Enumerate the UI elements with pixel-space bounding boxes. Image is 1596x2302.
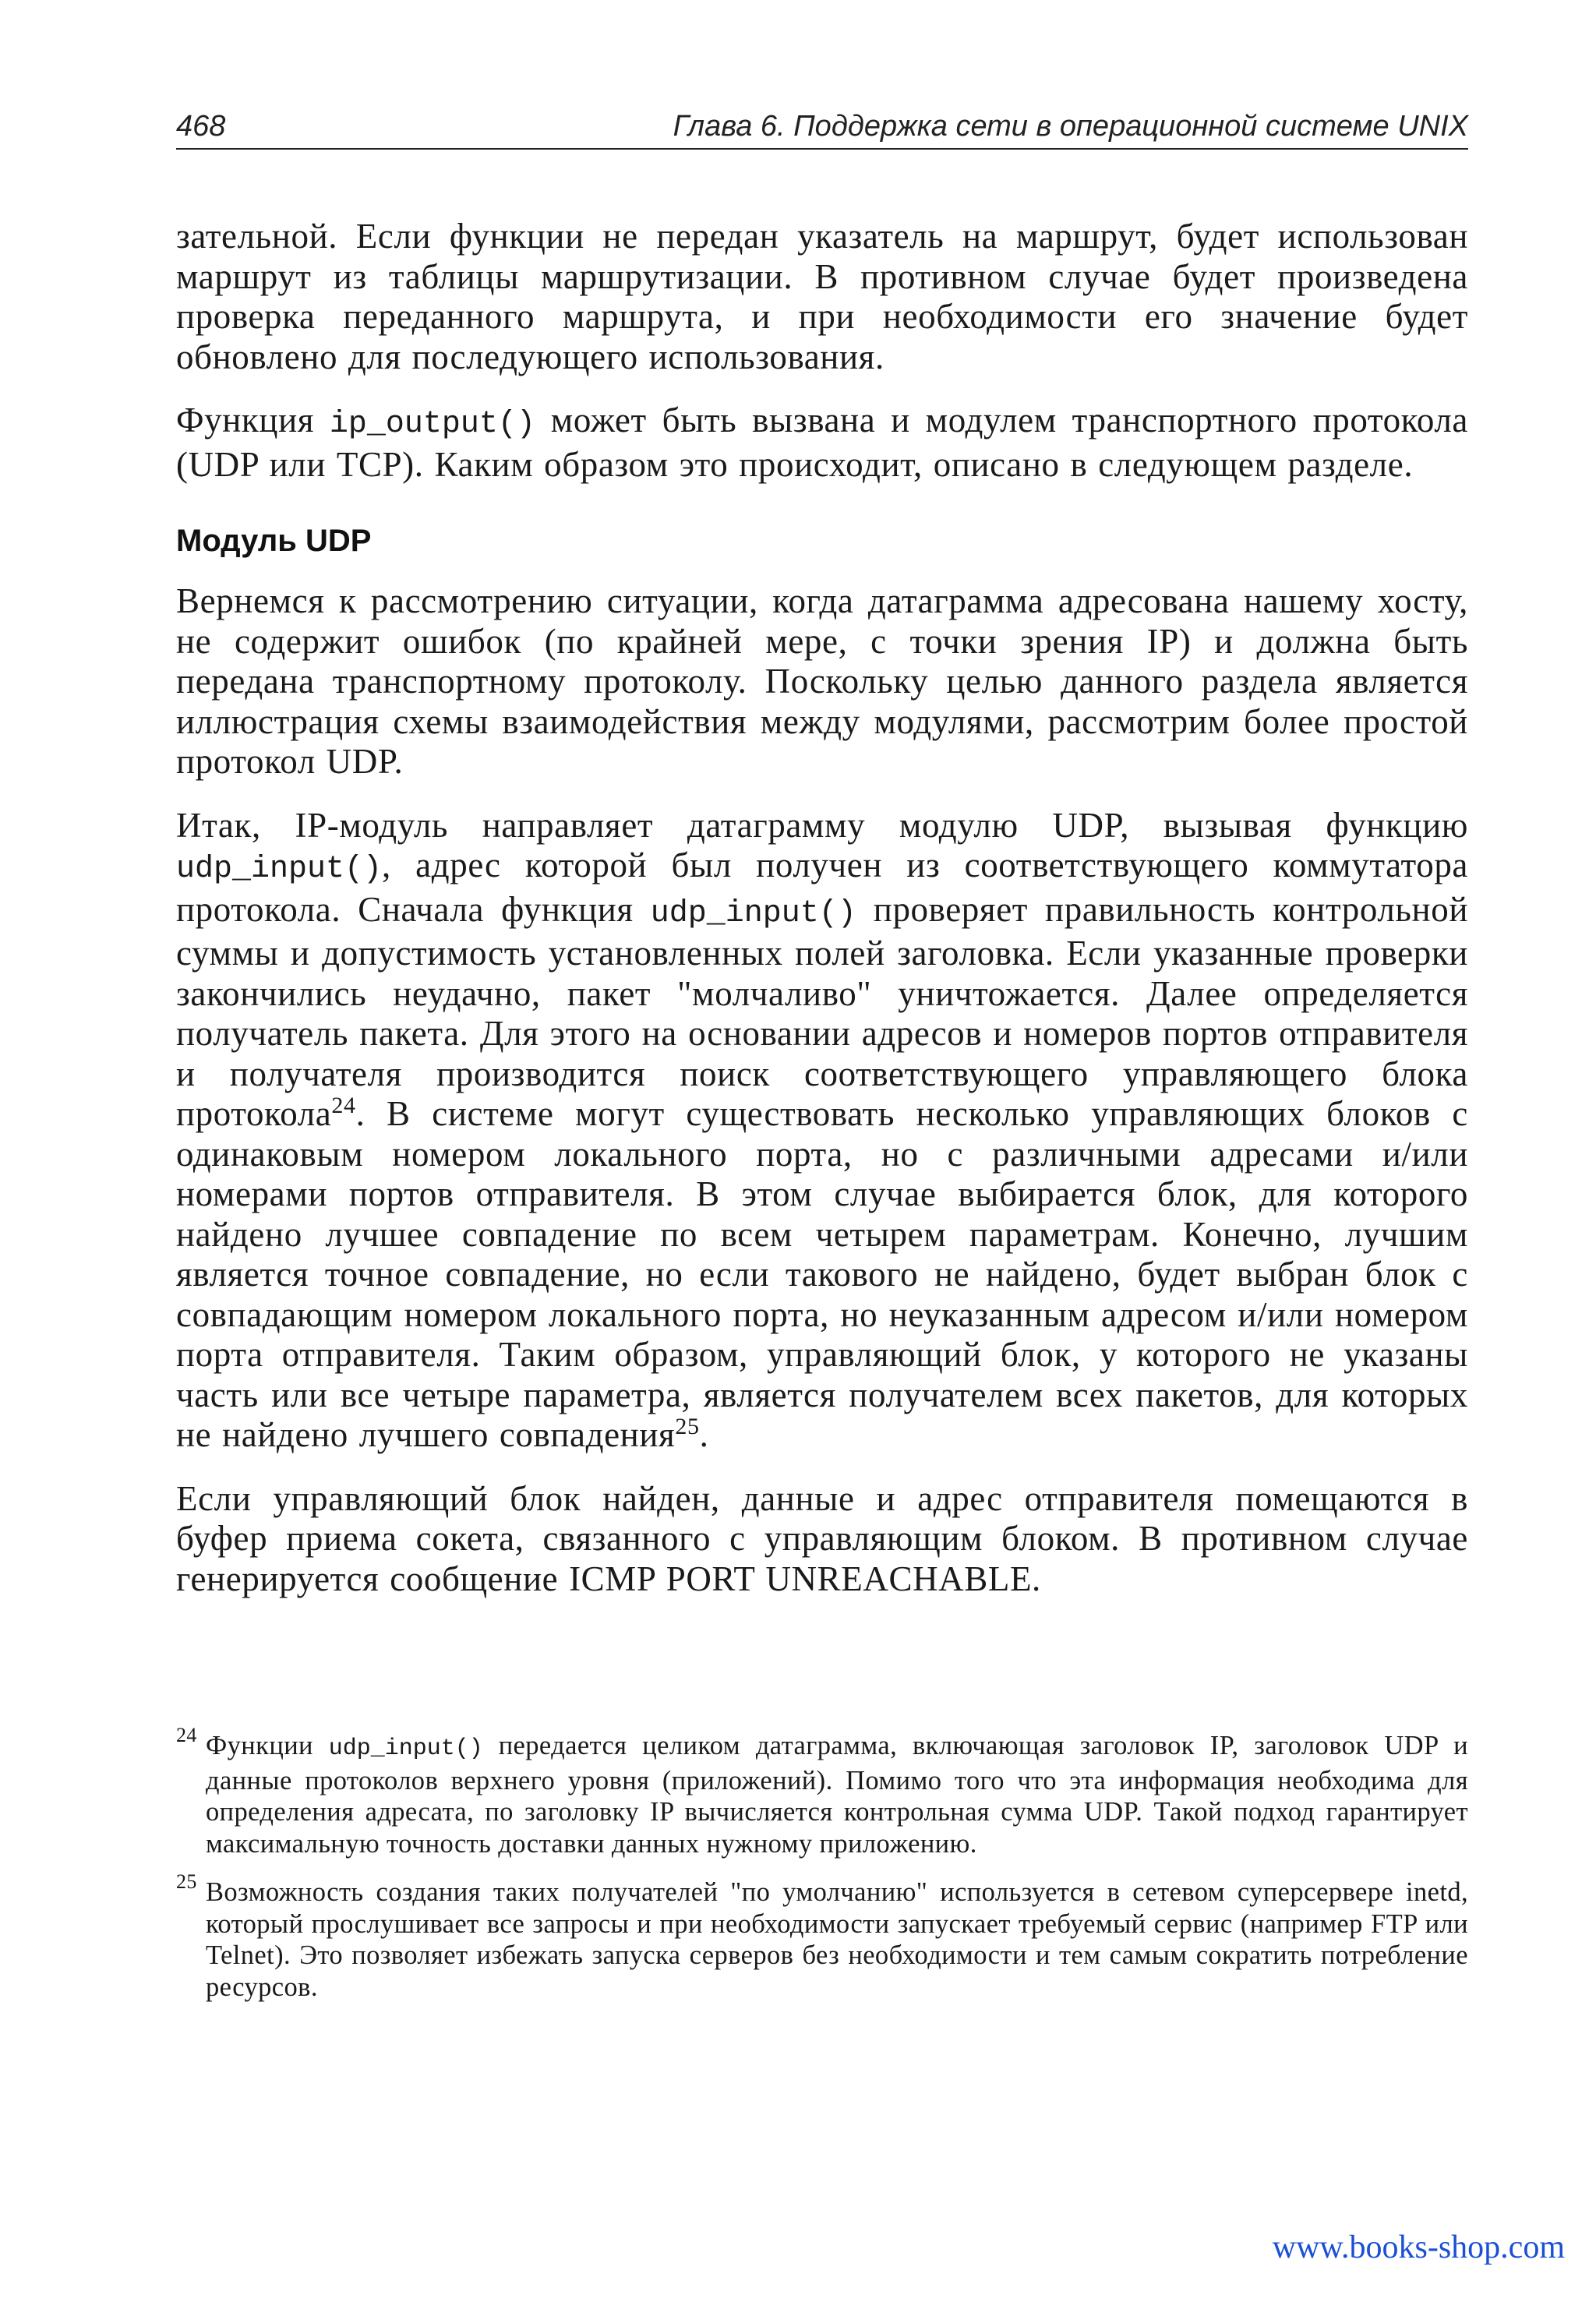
page-header — [176, 108, 1468, 150]
footnote-24-text-2: передается целиком датаграмма, включающая заголовок IP, заголовок UDP и данные протоколов верхнего уровня (приложений). Помимо того что эта информация необходима для определения адресата, по заголовку IP вычисляется контрольная сумма UDP. Такой подход гарантирует максимальную точность доставки данных нужному приложению. — [206, 1731, 1468, 1859]
paragraph-1 — [176, 217, 1468, 377]
page-number: 468 — [176, 110, 226, 143]
watermark-link[interactable]: www.books-shop.com — [1272, 2230, 1565, 2265]
footnotes — [176, 1724, 1468, 2020]
page-body — [176, 217, 1468, 1622]
paragraph-4-text-3: проверяет правильность контрольной суммы и допустимость установленных полей заголовка. Если указанные проверки закончились неудачно, пакет "молчаливо" уничтожается. Далее определяется получатель пакета. Для этого на основании адресов и номеров портов отправителя и получателя производится поиск соответствующего управляющего блока протокола — [176, 889, 1469, 1133]
paragraph-3-text: Вернемся к рассмотрению ситуации, когда датаграмма адресована нашему хосту, не содержит ошибок (по крайней мере, с точки зрения IP) и должна быть передана транспортному протоколу. Поскольку целью данного раздела является иллюстрация схемы взаимодействия между модулями, рассмотрим более простой протокол UDP. — [176, 581, 1468, 781]
code-udp-input-2: udp_input() — [650, 895, 856, 931]
paragraph-5 — [176, 1479, 1468, 1600]
paragraph-2-text-2: может быть вызвана и модулем транспортного протокола (UDP или TCP). Каким образом это происходит, описано в следующем разделе. — [176, 401, 1468, 484]
footnote-24 — [176, 1724, 1468, 1859]
paragraph-4-text-2: , адрес которой был получен из соответствующего коммутатора протокола. Сначала функция — [176, 846, 1468, 929]
footnote-24-code: udp_input() — [328, 1735, 483, 1762]
paragraph-4 — [176, 806, 1468, 1456]
paragraph-3 — [176, 581, 1468, 782]
footnote-ref-24[interactable]: 24 — [331, 1093, 356, 1118]
footnote-ref-25[interactable]: 25 — [675, 1414, 700, 1439]
paragraph-5-text: Если управляющий блок найден, данные и адрес отправителя помещаются в буфер приема сокета, связанного с управляющим блоком. В противном случае генерируется сообщение ICMP PORT UNREACHABLE. — [176, 1478, 1468, 1598]
paragraph-2 — [176, 401, 1468, 485]
paragraph-4-text-1: Итак, IP-модуль направляет датаграмму модулю UDP, вызывая функцию — [176, 805, 1468, 845]
footnote-25-mark: 25 — [176, 1870, 197, 1893]
footnote-24-text-1: Функции — [206, 1731, 329, 1760]
section-heading-udp: Модуль UDP — [176, 524, 372, 558]
running-title: Глава 6. Поддержка сети в операционной системе UNIX — [673, 110, 1468, 143]
paragraph-4-text-5: . — [699, 1415, 709, 1454]
code-udp-input: udp_input() — [176, 852, 383, 887]
footnote-25 — [176, 1870, 1468, 2003]
paragraph-4-text-4: . В системе могут существовать несколько управляющих блоков с одинаковым номером локального порта, но с различными адресами и/или номерами портов отправителя. В этом случае выбирается блок, для которого найдено лучшее совпадение по всем четырем параметрам. Конечно, лучшим является точное совпадение, но если такового не найдено, будет выбран блок с совпадающим номером локального порта, но неуказанным адресом и/или номером порта отправителя. Таким образом, управляющий блок, у которого не указаны часть или все четыре параметра, является получателем всех пакетов, для которых не найдено лучшего совпадения — [176, 1094, 1468, 1454]
footnote-25-text: Возможность создания таких получателей "по умолчанию" используется в сетевом суперсервере inetd, который прослушивает все запросы и при необходимости запускает требуемый сервис (например FTP или Telnet). Это позволяет избежать запуска серверов без необходимости и тем самым сократить потребление ресурсов. — [206, 1877, 1468, 2002]
paragraph-2-text-1: Функция — [176, 401, 330, 440]
code-ip-output: ip_output() — [329, 407, 535, 442]
footnote-24-mark: 24 — [176, 1724, 197, 1746]
paragraph-1-text: зательной. Если функции не передан указатель на маршрут, будет использован маршрут из таблицы маршрутизации. В противном случае будет произведена проверка переданного маршрута, и при необходимости его значение будет обновлено для последующего использования. — [176, 217, 1468, 376]
